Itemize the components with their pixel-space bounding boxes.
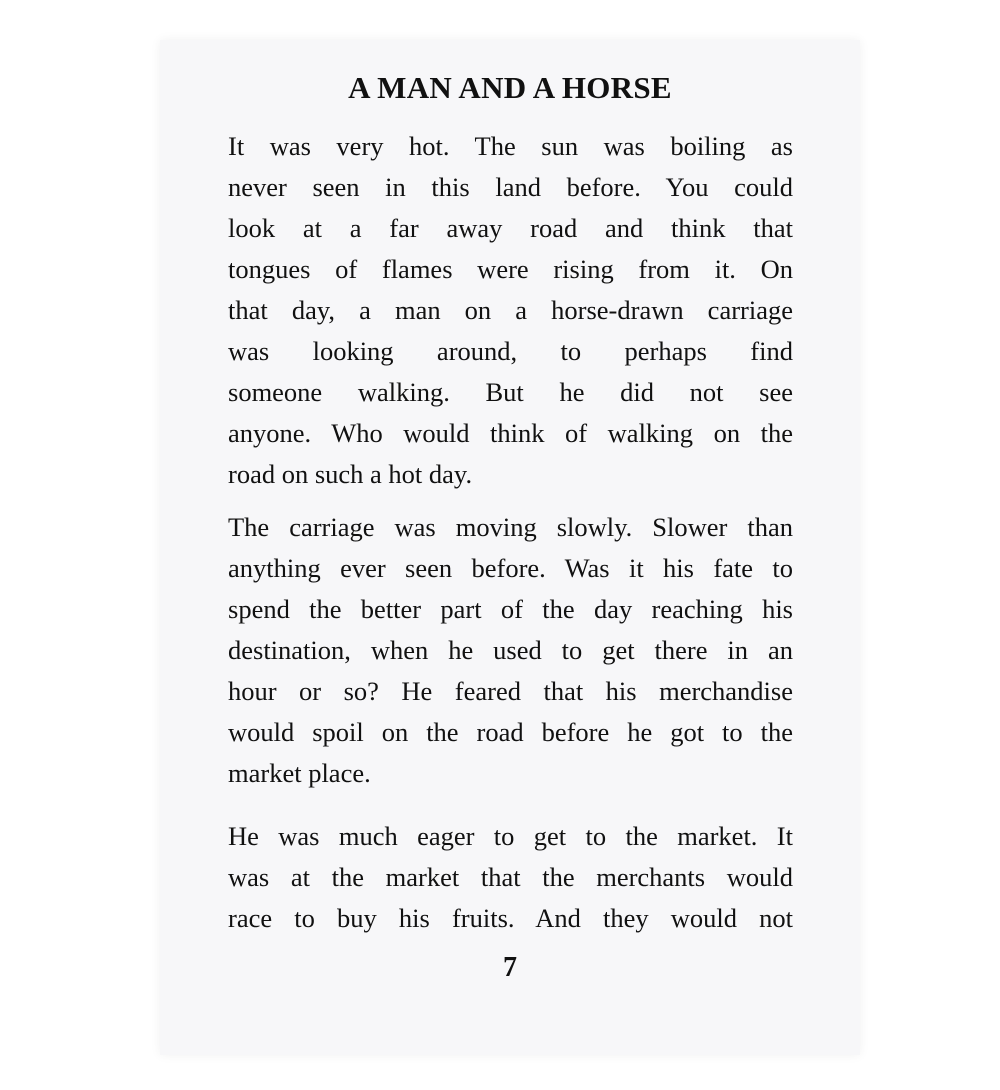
text-line: was at the market that the merchants would: [228, 862, 793, 892]
text-line: It was very hot. The sun was boiling as: [228, 131, 793, 161]
chapter-title: A MAN AND A HORSE: [348, 70, 672, 105]
text-line: destination, when he used to get there in an: [228, 635, 793, 665]
text-line: He was much eager to get to the market. It: [228, 821, 793, 851]
text-line: anyone. Who would think of walking on the: [228, 418, 793, 448]
text-line: would spoil on the road before he got to the: [228, 717, 793, 747]
text-line: anything ever seen before. Was it his fate to: [228, 553, 793, 583]
paragraph-1: [228, 126, 793, 495]
text-line: market place.: [228, 758, 371, 788]
text-line: someone walking. But he did not see: [228, 377, 793, 407]
text-line: The carriage was moving slowly. Slower than: [228, 512, 793, 542]
book-page: [160, 40, 860, 1055]
text-line: that day, a man on a horse-drawn carriage: [228, 295, 793, 325]
text-line: race to buy his fruits. And they would not: [228, 903, 793, 933]
text-line: hour or so? He feared that his merchandise: [228, 676, 793, 706]
text-line: spend the better part of the day reaching his: [228, 594, 793, 624]
text-line: look at a far away road and think that: [228, 213, 793, 243]
paragraph-3: [228, 816, 793, 939]
text-line: tongues of flames were rising from it. On: [228, 254, 793, 284]
page-number: 7: [503, 952, 517, 983]
paragraph-2: [228, 507, 793, 794]
text-line: road on such a hot day.: [228, 459, 473, 489]
text-line: never seen in this land before. You could: [228, 172, 793, 202]
text-line: was looking around, to perhaps find: [228, 336, 793, 366]
